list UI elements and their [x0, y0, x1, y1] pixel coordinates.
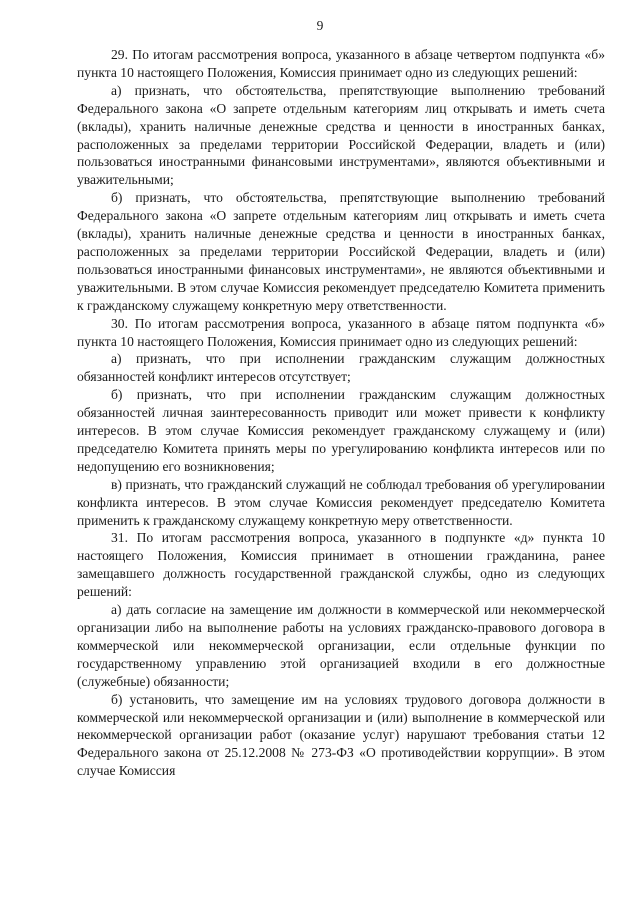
paragraph-31-b: б) установить, что замещение им на условиях трудового договора должности в коммерческой или некоммерческой организации и (или) выполнение в коммерческой или некоммерческой организации работ (оказание услуг) нарушают требования статьи 12 Федерального закона от 25.12.2008 № 273-ФЗ «О противодействии коррупции». В этом случае Комиссия	[77, 691, 605, 779]
document-body	[77, 46, 605, 780]
paragraph-29: 29. По итогам рассмотрения вопроса, указанного в абзаце четвертом подпункта «б» пункта 10 настоящего Положения, Комиссия принимает одно из следующих решений:	[77, 47, 605, 80]
paragraph-30-b: б) признать, что при исполнении гражданским служащим должностных обязанностей личная заинтересованность приводит или может привести к конфликту интересов. В этом случае Комиссия рекомендует гражданскому служащему и (или) председателю Комитета принять меры по урегулированию конфликта интересов или по недопущению его возникновения;	[77, 387, 605, 474]
paragraph-29-b: б) признать, что обстоятельства, препятствующие выполнению требований Федерального закона «О запрете отдельным категориям лиц открывать и иметь счета (вклады), хранить наличные денежные средства и ценности в иностранных банках, расположенных за пределами территории Российской Федерации, владеть и (или) пользоваться иностранными финансовых инструментами», не являются объективными и уважительными. В этом случае Комиссия рекомендует председателю Комитета применить к гражданскому служащему конкретную меру ответственности.	[77, 190, 605, 313]
paragraph-30: 30. По итогам рассмотрения вопроса, указанного в абзаце пятом подпункта «б» пункта 10 настоящего Положения, Комиссия принимает одно из следующих решений:	[77, 315, 605, 349]
page-number: 9	[316, 18, 324, 33]
paragraph-29-a: а) признать, что обстоятельства, препятствующие выполнению требований Федерального закона «О запрете отдельным категориям лиц открывать и иметь счета (вклады), хранить наличные денежные средства и ценности в иностранных банках, расположенных за пределами территории Российской Федерации, владеть и (или) пользоваться иностранными финансовыми инструментами», являются объективными и уважительными;	[77, 82, 605, 188]
paragraph-30-a: а) признать, что при исполнении гражданским служащим должностных обязанностей конфликт интересов отсутствует;	[77, 351, 605, 385]
paragraph-30-v: в) признать, что гражданский служащий не соблюдал требования об урегулировании конфликта интересов. В этом случае Комиссия рекомендует председателю Комитета применить к гражданскому служащему конкретную меру ответственности.	[77, 476, 605, 528]
paragraph-31: 31. По итогам рассмотрения вопроса, указанного в подпункте «д» пункта 10 настоящего Положения, Комиссия принимает в отношении гражданина, ранее замещавшего должность государственной гражданской службы, одно из следующих решений:	[77, 530, 605, 600]
paragraph-31-a: а) дать согласие на замещение им должности в коммерческой или некоммерческой организации либо на выполнение работы на условиях гражданско-правового договора в коммерческой или некоммерческой организации, если отдельные функции по государственному управлению этой организацией входили в его должностные (служебные) обязанности;	[77, 602, 605, 689]
